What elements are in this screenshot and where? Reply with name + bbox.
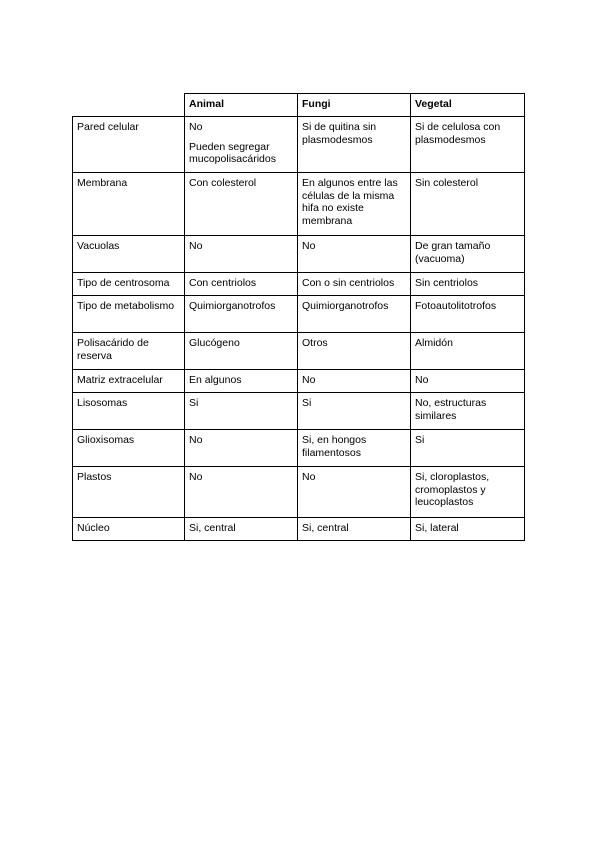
header-animal: Animal — [185, 94, 298, 117]
table-row — [73, 117, 525, 173]
cell-vegetal: Si, lateral — [411, 518, 525, 541]
table-row — [73, 467, 525, 518]
cell-fungi: No — [298, 236, 411, 273]
row-label: Membrana — [73, 173, 185, 236]
table-row — [73, 236, 525, 273]
cell-fungi: No — [298, 467, 411, 518]
row-label: Polisacárido de reserva — [73, 333, 185, 370]
cell-animal: No — [185, 236, 298, 273]
cell-vegetal: De gran tamaño (vacuoma) — [411, 236, 525, 273]
table-row — [73, 333, 525, 370]
table-row — [73, 518, 525, 541]
cell-vegetal: Sin centriolos — [411, 273, 525, 296]
cell-vegetal: No, estructuras similares — [411, 393, 525, 430]
cell-fungi: En algunos entre las células de la misma hifa no existe membrana — [298, 173, 411, 236]
cell-fungi: Si, en hongos filamentosos — [298, 430, 411, 467]
cell-animal: Si, central — [185, 518, 298, 541]
table-row — [73, 430, 525, 467]
cell-animal: Si — [185, 393, 298, 430]
row-label: Plastos — [73, 467, 185, 518]
cell-vegetal: No — [411, 370, 525, 393]
cell-fungi: Quimiorganotrofos — [298, 296, 411, 333]
row-label: Tipo de metabolismo — [73, 296, 185, 333]
cell-animal: Con colesterol — [185, 173, 298, 236]
table-row — [73, 296, 525, 333]
header-corner-cell — [73, 94, 185, 117]
cell-animal: No — [185, 430, 298, 467]
comparison-table — [72, 93, 525, 541]
table-row — [73, 173, 525, 236]
cell-fungi: Otros — [298, 333, 411, 370]
row-label: Lisosomas — [73, 393, 185, 430]
cell-animal: Glucógeno — [185, 333, 298, 370]
row-label: Pared celular — [73, 117, 185, 173]
row-label: Núcleo — [73, 518, 185, 541]
header-fungi: Fungi — [298, 94, 411, 117]
row-label: Vacuolas — [73, 236, 185, 273]
cell-vegetal: Almidón — [411, 333, 525, 370]
cell-fungi: Si, central — [298, 518, 411, 541]
cell-vegetal: Si de celulosa con plasmodesmos — [411, 117, 525, 173]
cell-animal-text: No — [189, 121, 203, 133]
cell-vegetal: Sin colesterol — [411, 173, 525, 236]
cell-animal: No — [185, 467, 298, 518]
cell-fungi: Si — [298, 393, 411, 430]
cell-fungi: Si de quitina sin plasmodesmos — [298, 117, 411, 173]
table-row — [73, 393, 525, 430]
cell-animal — [185, 117, 298, 173]
cell-animal: En algunos — [185, 370, 298, 393]
table-row — [73, 370, 525, 393]
cell-fungi: Con o sin centriolos — [298, 273, 411, 296]
cell-fungi: No — [298, 370, 411, 393]
header-vegetal: Vegetal — [411, 94, 525, 117]
cell-vegetal: Si — [411, 430, 525, 467]
row-label: Tipo de centrosoma — [73, 273, 185, 296]
cell-animal: Quimiorganotrofos — [185, 296, 298, 333]
cell-vegetal: Si, cloroplastos, cromoplastos y leucoplastos — [411, 467, 525, 518]
cell-animal: Con centriolos — [185, 273, 298, 296]
cell-animal-note: Pueden segregar mucopolisacáridos — [189, 140, 276, 165]
row-label: Glioxisomas — [73, 430, 185, 467]
table-header-row — [73, 94, 525, 117]
cell-vegetal: Fotoautolitotrofos — [411, 296, 525, 333]
row-label: Matriz extracelular — [73, 370, 185, 393]
table-row — [73, 273, 525, 296]
